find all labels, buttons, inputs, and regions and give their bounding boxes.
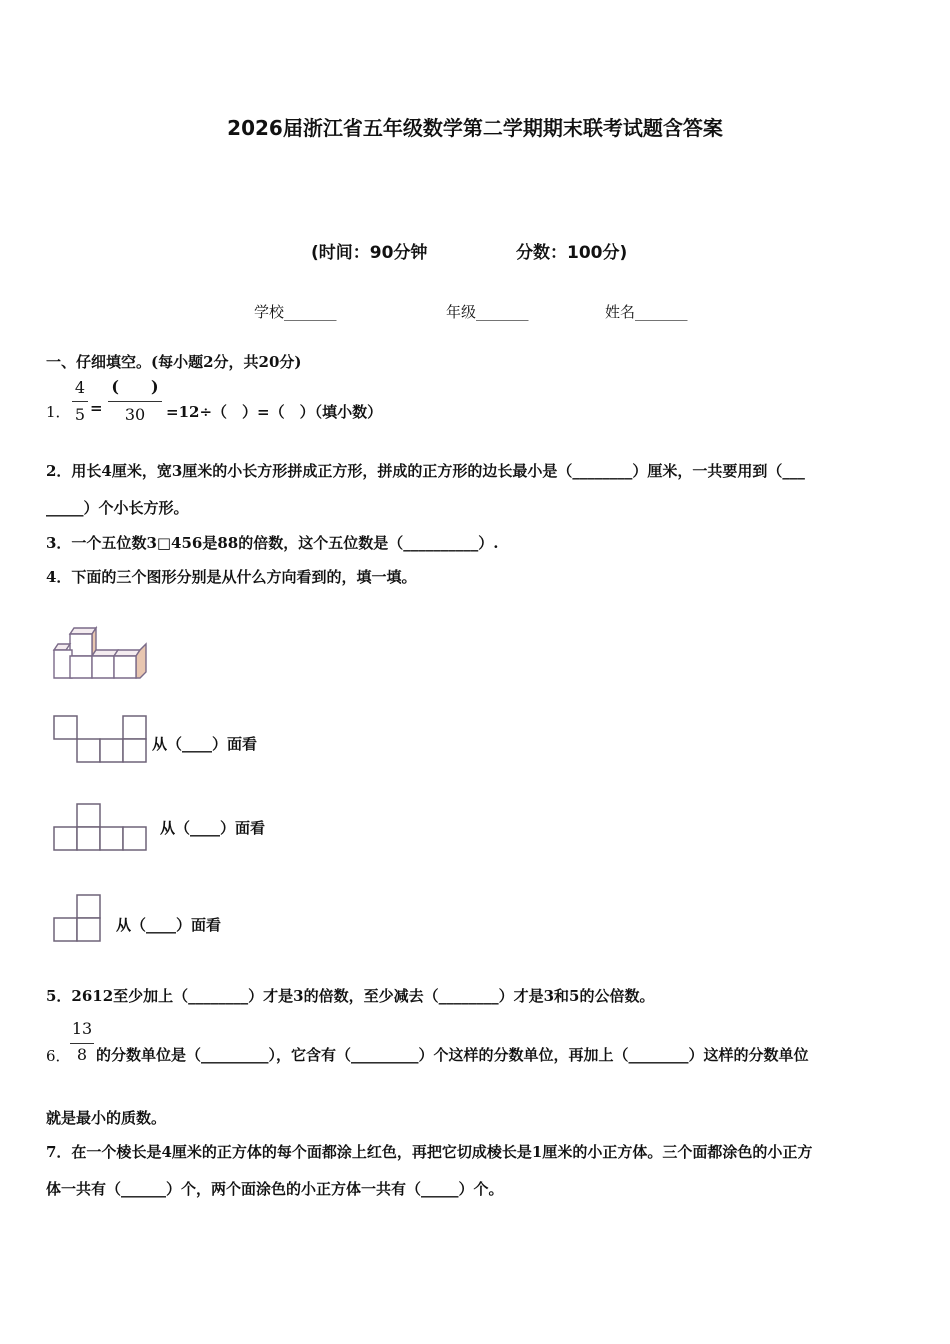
q7-line2: 体一共有（______）个，两个面涂色的小正方体一共有（_____）个。 xyxy=(46,1180,504,1198)
score-label: 分数：100分) xyxy=(516,243,628,263)
view3-figure xyxy=(52,893,104,943)
view1-square xyxy=(123,739,146,762)
view2-square xyxy=(77,804,100,827)
view1-label: 从（____）面看 xyxy=(152,735,258,753)
q2-line1: 2．用长4厘米，宽3厘米的小长方形拼成正方形，拼成的正方形的边长最小是（________）厘米，一共要用到（___ xyxy=(46,462,805,480)
school-field: 学校_______ xyxy=(254,303,337,321)
q6-frac-bar xyxy=(70,1043,94,1044)
q1-frac2-denominator: 30 xyxy=(124,405,146,424)
cube-top-face xyxy=(54,644,70,650)
cube-side-face xyxy=(136,644,146,678)
document-title: 2026届浙江省五年级数学第二学期期末联考试题含答案 xyxy=(227,116,723,140)
section1-heading: 一、仔细填空。(每小题2分，共20分) xyxy=(46,353,302,371)
cube-front-face xyxy=(70,634,92,656)
q6-frac-denominator: 8 xyxy=(76,1045,88,1064)
q1-frac1-numerator: 4 xyxy=(74,378,86,397)
view3-square xyxy=(77,895,100,918)
q3-text: 3．一个五位数3□456是88的倍数，这个五位数是（__________）. xyxy=(46,534,499,552)
cube-front-face xyxy=(114,656,136,678)
view3-label: 从（____）面看 xyxy=(116,916,222,934)
q1-frac2-numerator: ( ) xyxy=(111,377,159,396)
q1-frac1-bar xyxy=(72,401,88,402)
view1-square xyxy=(77,739,100,762)
cube-stack-figure xyxy=(50,624,150,682)
q1-rest: =12÷（ ）=（ ）（填小数） xyxy=(166,403,383,421)
view1-square xyxy=(100,739,123,762)
view2-figure xyxy=(52,802,148,852)
view2-square xyxy=(54,827,77,850)
view3-square xyxy=(77,918,100,941)
q6-line2: 就是最小的质数。 xyxy=(46,1109,167,1127)
view2-label: 从（____）面看 xyxy=(160,819,266,837)
q1-equals: = xyxy=(90,399,103,417)
q6-rest: 的分数单位是（_________），它含有（_________）个这样的分数单位，再加上（________）这样的分数单位 xyxy=(96,1046,809,1064)
q6-frac-numerator: 13 xyxy=(71,1019,93,1038)
q4-text: 4．下面的三个图形分别是从什么方向看到的，填一填。 xyxy=(46,568,417,586)
q2-line2: _____）个小长方形。 xyxy=(46,499,189,517)
q1-frac1-denominator: 5 xyxy=(74,405,86,424)
view3-square xyxy=(54,918,77,941)
view2-square xyxy=(77,827,100,850)
grade-field: 年级_______ xyxy=(446,303,529,321)
view1-figure xyxy=(52,714,148,764)
cube-front-face xyxy=(70,656,92,678)
q7-line1: 7．在一个棱长是4厘米的正方体的每个面都涂上红色，再把它切成棱长是1厘米的小正方体。三个面都涂色的小正方 xyxy=(46,1143,813,1161)
q1-frac2-bar xyxy=(108,401,162,402)
view2-square xyxy=(123,827,146,850)
view1-square xyxy=(54,716,77,739)
cube-front-face xyxy=(92,656,114,678)
q6-number: 6． xyxy=(46,1047,71,1065)
time-label: (时间：90分钟 xyxy=(311,243,428,263)
q5-text: 5．2612至少加上（________）才是3的倍数，至少减去（________）才是3和5的公倍数。 xyxy=(46,987,655,1005)
name-field: 姓名_______ xyxy=(605,303,688,321)
view1-square xyxy=(123,716,146,739)
view2-square xyxy=(100,827,123,850)
q1-number: 1． xyxy=(46,403,71,421)
